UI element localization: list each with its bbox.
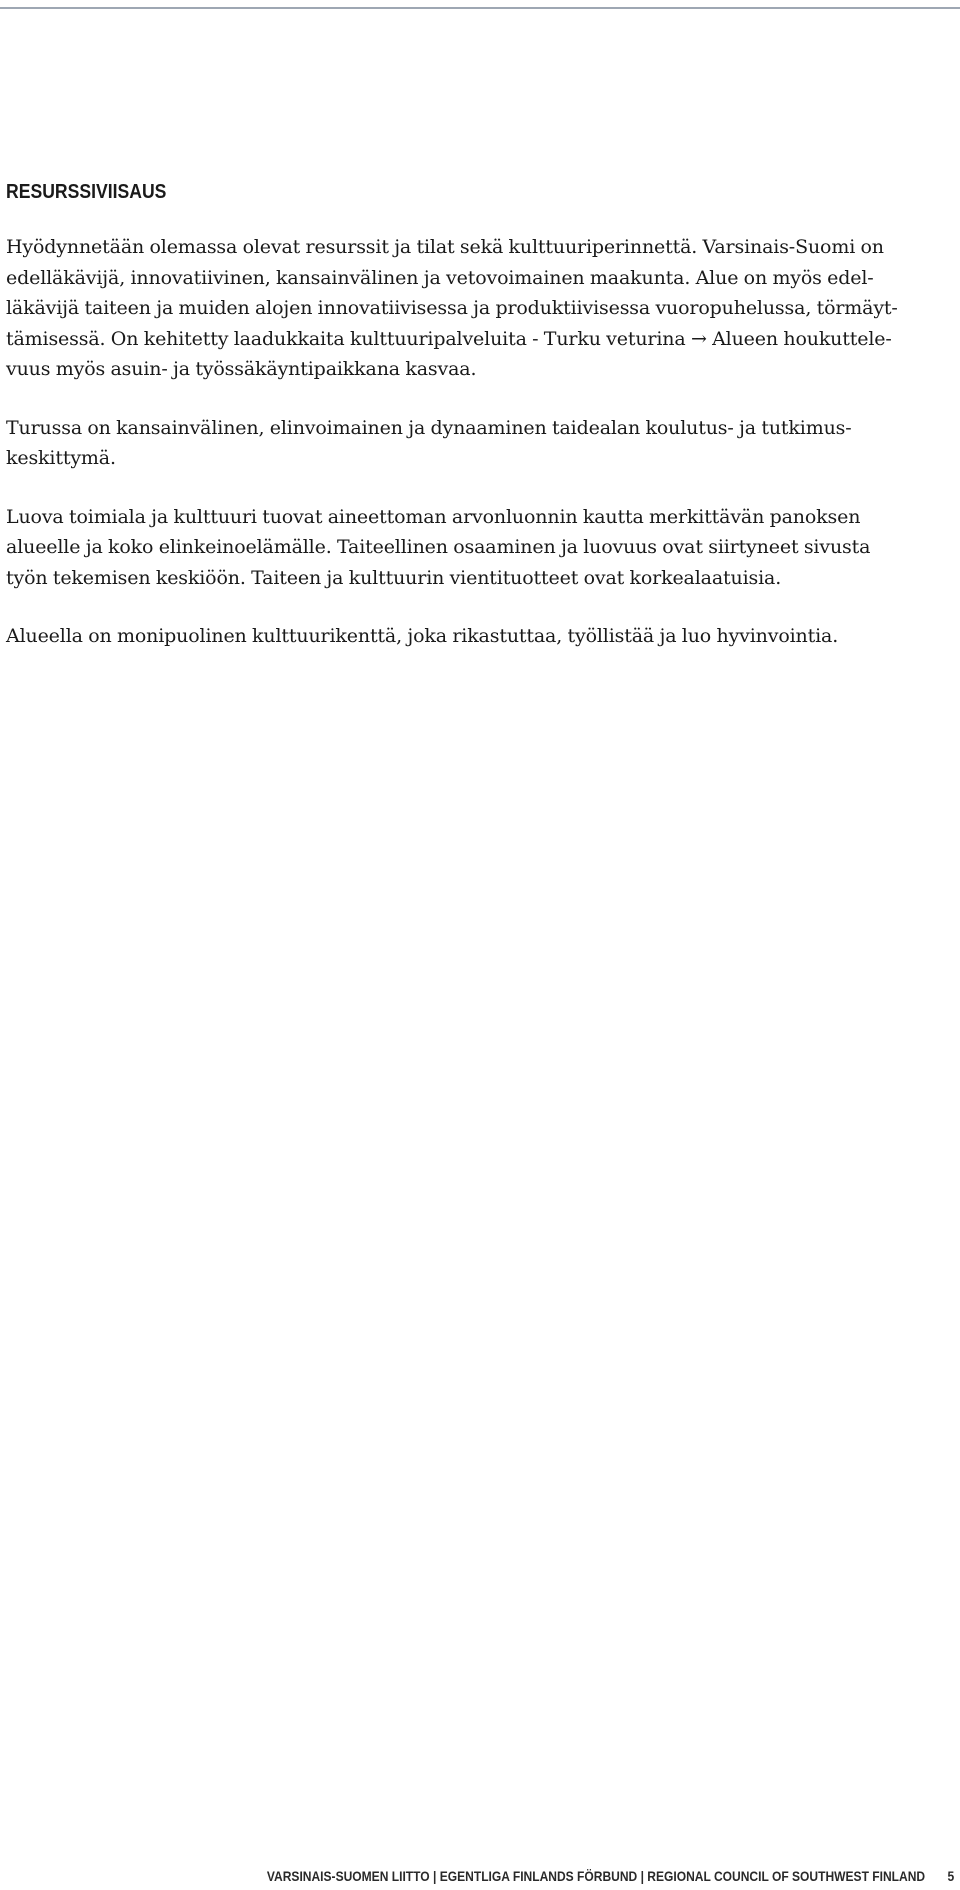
paragraph-line: Turussa on kansainvälinen, elinvoimainen ja dynaaminen taidealan koulutus- ja tutkimus- [6,416,852,439]
paragraph-line: Alueella on monipuolinen kulttuurikenttä, joka rikastuttaa, työllistää ja luo hyvinvointia. [6,625,839,647]
footer-organization: VARSINAIS-SUOMEN LIITTO | EGENTLIGA FINLANDS FÖRBUND | REGIONAL COUNCIL OF SOUTHWEST FINLAND [266,1868,925,1884]
paragraph-line: läkävijä taiteen ja muiden alojen innovatiivisessa ja produktiivisessa vuoropuhelussa, törmäyt- [6,297,898,319]
paragraph-line: alueelle ja koko elinkeinoelämälle. Taiteellinen osaaminen ja luovuus ovat siirtyneet sivusta [6,536,871,558]
paragraph-line: keskittymä. [6,447,116,469]
section-heading: RESURSSIVIISAUS [6,181,167,203]
paragraph-2 [6,413,951,474]
paragraph-line: Hyödynnetään olemassa olevat resurssit ja tilat sekä kulttuuriperinnettä. Varsinais-Suomi on [6,236,884,258]
paragraph-line: tämisessä. On kehitetty laadukkaita kulttuuripalveluita - Turku veturina → Alueen houkuttele- [6,327,892,350]
paragraph-1 [6,232,951,385]
document-body [6,180,951,680]
paragraph-3 [6,502,951,594]
paragraph-line: edelläkävijä, innovatiivinen, kansainvälinen ja vetovoimainen maakunta. Alue on myös edel- [6,266,874,289]
paragraph-line: työn tekemisen keskiöön. Taiteen ja kulttuurin vientituotteet ovat korkealaatuisia. [6,566,782,589]
page-footer [267,1868,954,1884]
paragraph-line: vuus myös asuin- ja työssäkäyntipaikkana kasvaa. [6,358,477,380]
top-rule [0,7,960,9]
paragraph-line: Luova toimiala ja kulttuuri tuovat aineettoman arvonluonnin kautta merkittävän panoksen [6,505,861,528]
paragraph-4 [6,621,951,652]
page-number: 5 [947,1868,954,1884]
